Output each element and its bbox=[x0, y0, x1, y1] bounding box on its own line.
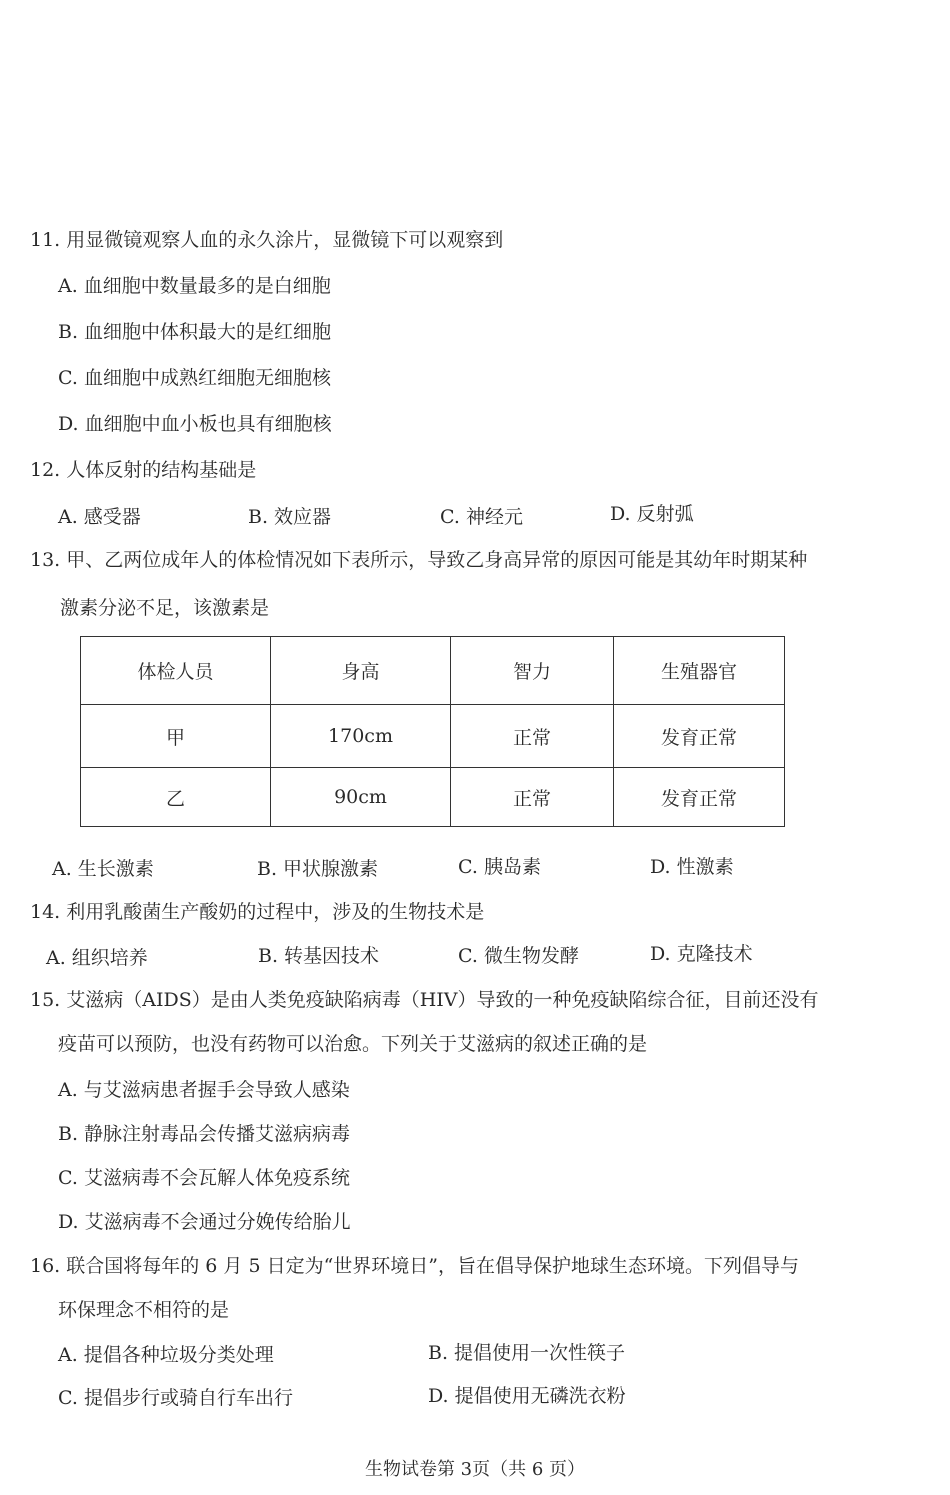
q13-option-d: D. 性激素 bbox=[650, 856, 734, 878]
q15-option-c: C. 艾滋病毒不会瓦解人体免疫系统 bbox=[58, 1167, 350, 1189]
q13-stem-line1: 13. 甲、乙两位成年人的体检情况如下表所示，导致乙身高异常的原因可能是其幼年时期某种 bbox=[30, 549, 808, 571]
table-cell: 正常 bbox=[451, 768, 614, 827]
q13-option-b: B. 甲状腺激素 bbox=[257, 858, 379, 880]
table-cell: 90cm bbox=[271, 768, 451, 827]
q16-option-c: C. 提倡步行或骑自行车出行 bbox=[58, 1387, 293, 1409]
q13-option-a: A. 生长激素 bbox=[52, 858, 154, 880]
page-footer: 生物试卷第 3页（共 6 页） bbox=[364, 1459, 586, 1480]
table-header-cell: 身高 bbox=[271, 637, 451, 705]
q12-stem: 12. 人体反射的结构基础是 bbox=[30, 459, 257, 481]
q14-option-c: C. 微生物发酵 bbox=[458, 945, 579, 967]
table-cell: 正常 bbox=[451, 705, 614, 768]
q13-option-c: C. 胰岛素 bbox=[458, 856, 541, 878]
health-check-table bbox=[80, 636, 785, 827]
q16-option-d: D. 提倡使用无磷洗衣粉 bbox=[428, 1385, 626, 1407]
q15-option-d: D. 艾滋病毒不会通过分娩传给胎儿 bbox=[58, 1211, 351, 1233]
q16-stem-line1: 16. 联合国将每年的 6 月 5 日定为“世界环境日”，旨在倡导保护地球生态环境。下列倡导与 bbox=[30, 1255, 800, 1277]
q13-stem-line2: 激素分泌不足，该激素是 bbox=[60, 597, 270, 619]
q14-option-d: D. 克隆技术 bbox=[650, 943, 753, 965]
table-row bbox=[81, 768, 785, 827]
q11-option-b: B. 血细胞中体积最大的是红细胞 bbox=[58, 321, 332, 343]
q16-stem-line2: 环保理念不相符的是 bbox=[58, 1299, 230, 1321]
q11-option-d: D. 血细胞中血小板也具有细胞核 bbox=[58, 413, 332, 435]
table-header-cell: 智力 bbox=[451, 637, 614, 705]
q14-option-a: A. 组织培养 bbox=[46, 947, 148, 969]
q12-option-c: C. 神经元 bbox=[440, 506, 523, 528]
table-cell: 170cm bbox=[271, 705, 451, 768]
table-header-cell: 体检人员 bbox=[81, 637, 271, 705]
table-cell: 发育正常 bbox=[614, 768, 785, 827]
table-header-row bbox=[81, 637, 785, 705]
table-cell: 发育正常 bbox=[614, 705, 785, 768]
q15-stem-line1: 15. 艾滋病（AIDS）是由人类免疫缺陷病毒（HIV）导致的一种免疫缺陷综合征，目前还没有 bbox=[30, 989, 819, 1011]
table-row bbox=[81, 705, 785, 768]
q12-option-a: A. 感受器 bbox=[58, 506, 141, 528]
q15-option-b: B. 静脉注射毒品会传播艾滋病病毒 bbox=[58, 1123, 351, 1145]
table-header-cell: 生殖器官 bbox=[614, 637, 785, 705]
q15-stem-line2: 疫苗可以预防，也没有药物可以治愈。下列关于艾滋病的叙述正确的是 bbox=[58, 1033, 648, 1055]
q15-option-a: A. 与艾滋病患者握手会导致人感染 bbox=[58, 1079, 350, 1101]
q14-stem: 14. 利用乳酸菌生产酸奶的过程中，涉及的生物技术是 bbox=[30, 901, 485, 923]
q11-option-a: A. 血细胞中数量最多的是白细胞 bbox=[58, 275, 331, 297]
q14-option-b: B. 转基因技术 bbox=[258, 945, 380, 967]
table-cell: 乙 bbox=[81, 768, 271, 827]
q11-stem: 11. 用显微镜观察人血的永久涂片，显微镜下可以观察到 bbox=[30, 229, 504, 251]
q12-option-d: D. 反射弧 bbox=[610, 503, 694, 525]
q16-option-b: B. 提倡使用一次性筷子 bbox=[428, 1342, 626, 1364]
q11-option-c: C. 血细胞中成熟红细胞无细胞核 bbox=[58, 367, 331, 389]
q12-option-b: B. 效应器 bbox=[248, 506, 332, 528]
table-cell: 甲 bbox=[81, 705, 271, 768]
q16-option-a: A. 提倡各种垃圾分类处理 bbox=[58, 1344, 274, 1366]
